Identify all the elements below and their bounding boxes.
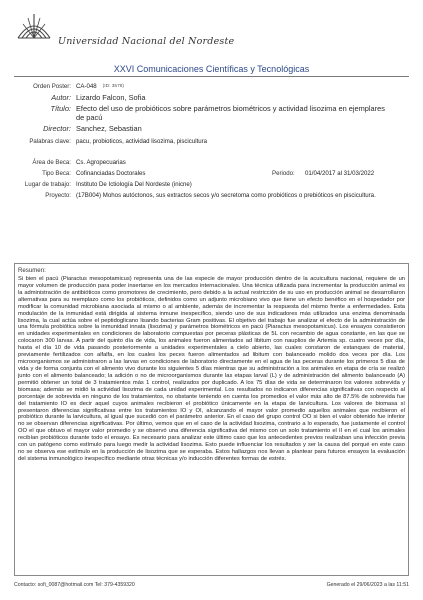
tipo-beca-label: Tipo Beca: xyxy=(42,170,71,177)
titulo-value-line2: de pacú xyxy=(76,113,103,122)
university-emblem-icon xyxy=(14,8,54,48)
conference-title: XXVI Comunicaciones Científicas y Tecnológicas xyxy=(113,64,310,74)
university-name: Universidad Nacional del Nordeste xyxy=(58,36,235,47)
orden-poster-label: Orden Poster: xyxy=(33,83,71,90)
director-label: Director: xyxy=(43,124,71,133)
header-divider xyxy=(14,76,409,77)
titulo-value: Efecto del uso de probióticos sobre parámetros biométricos y actividad lisozima en ejemplares xyxy=(76,104,385,113)
footer-contact: Contacto: sofi_0087@hotmail.com Tel: 379-4359320 xyxy=(14,582,135,588)
footer-generated: Generado el 29/06/2023 a las 11:51 xyxy=(326,582,409,588)
periodo-value: 01/04/2017 al 31/03/2022 xyxy=(305,170,375,177)
proyecto-value: (17B004) Mohos autóctonos, sus extractos secos y/o secretoma como probióticos o prebióticos en piscicultura. xyxy=(76,192,376,199)
poster-id: (ID: 3578) xyxy=(102,84,125,89)
proyecto-label: Proyecto: xyxy=(45,192,71,199)
periodo-label: Periodo: xyxy=(272,170,295,177)
director-value: Sanchez, Sebastian xyxy=(76,124,142,133)
abstract-text: Si bien el pacú (Piaractus mesopotamicus) representa una de las especie de mayor producción dentro de la acuicultura nacional, requiere de un mayor volumen de producción para poder insertarse en los mercados internacionales. Una técnica utilizada para incrementar la producción animal es la administración de antibióticos como promotores de crecimiento, pero debido a la actual restricción de su uso en producción animal se desarrollaron alternativas para su reemplazo como los probióticos, definidos como un adjunto microbiano vivo que tiene un efecto benéfico en el hospedador por modificar la comunidad microbiana asociada al mismo o al ambiente, además de incrementar la respuesta del mismo frente a enfermedades. Esta modulación de la inmunidad está dirigida al sistema inmune inespecífico, siendo uno de sus indicadores más utilizados una enzima denominada lisozima, la cual actúa sobre el peptidoglicano lisando bacterias Gram positivas. El objetivo del trabajo fue analizar el efecto de la administración de una fórmula probiótica sobre la inmunidad innata (lisozima) y parámetros biométricos en pacú (Piaractus mesopotamicus). Los ensayos consistieron en unidades experimentales en condiciones de laboratorio compuestas por peceras plásticas de 5L con recambio de agua constante, en las que se colocaron 300 larvas. A partir del quinto día de vida, los animales fueron alimentados ad libitum con nauplios de Artemia sp. cuatro veces por día, hasta el día 10 de vida pasando posteriormente a unidades experimentales a cielo abierto, las cuales constaron de estanques de material, previamente fertilizados con alfalfa, en los cuales los peces fueron alimentados ad libitum con balanceado molido dos veces por día. Los microorganismos se administraron a las larvas en condiciones de laboratorio directamente en el agua de las peceras durante los primeros 5 días de vida y de forma conjunta con el alimento vivo durante los siguientes 5 días mientras que su administración a los animales en etapa de cría se realizó junto con el alimento balanceado; la adición o no de microorganismos durante las etapas larval (L) y de administración del alimento balanceado (A) permitió obtener un total de 3 tratamientos más 1 control, realizados por duplicado. A los 75 días de vida se determinaron los valores sobrevida y biomasa; además se midió la actividad lisozima de cada unidad experimental. Los resultados no indicaron diferencias significativas con respecto al porcentaje de sobrevida en ninguno de los tratamientos, no obstante teniendo en cuenta los promedios el valor más alto de 87.5% de sobrevida fue del tratamiento IO es decir aquel cuyos animales recibieron el probiótico únicamente en la etapa de larvicultura. Los valores de biomasa sí presentaron diferencias significativas entre los tratamientos IO y OI, alcanzando el mayor valor promedio aquellos animales que recibieron el probiótico durante la larvicultura, al igual que sucedió con el parámetro anterior. En el caso del grupo control OO si bien el valor obtenido fue inferior no se observan diferencias significativas. Por último, vemos que en el caso de la actividad lisozima, contrario a lo esperado, fue justamente el control OO el que obtuvo el mayor valor promedio y se observó una diferencia significativa del mismo con un solo tratamiento el II en el cual los animales recibían probióticos durante todo el ensayo. Es necesario para analizar este último caso que los antecedentes previos realizaban una infección previa con un patógeno como estímulo para luego medir la actividad lisozima. Esto puede influenciar los resultados y ser la causa del porqué en este caso no se observa ese estímulo en la producción de lisozima que se esperaba. Estos hallazgos nos llevan a plantear para futuros ensayos la evaluación del sistema inmunológico inespecífico mediante otras técnicas y/o inducción diferentes formas de estrés. xyxy=(18,276,405,462)
abstract-label: Resumen: xyxy=(18,267,46,274)
tipo-beca-value: Cofinanciadas Doctorales xyxy=(76,170,146,177)
area-label: Área de Beca: xyxy=(32,159,71,166)
palabras-clave-value: pacu, probioticos, actividad lisozima, piscicultura xyxy=(76,138,208,145)
palabras-clave-label: Palabras clave: xyxy=(29,138,71,145)
lugar-label: Lugar de trabajo: xyxy=(24,181,71,188)
lugar-value: Instituto De Ictiología Del Nordeste (inicne) xyxy=(76,181,192,188)
area-value: Cs. Agropecuarias xyxy=(76,159,126,166)
titulo-label: Título: xyxy=(50,104,71,113)
orden-poster-value: CA-048 xyxy=(76,83,97,90)
autor-label: Autor: xyxy=(51,93,71,102)
autor-value: Lizardo Falcon, Sofia xyxy=(76,93,146,102)
university-logo xyxy=(14,8,235,58)
abstract-box xyxy=(14,263,409,576)
